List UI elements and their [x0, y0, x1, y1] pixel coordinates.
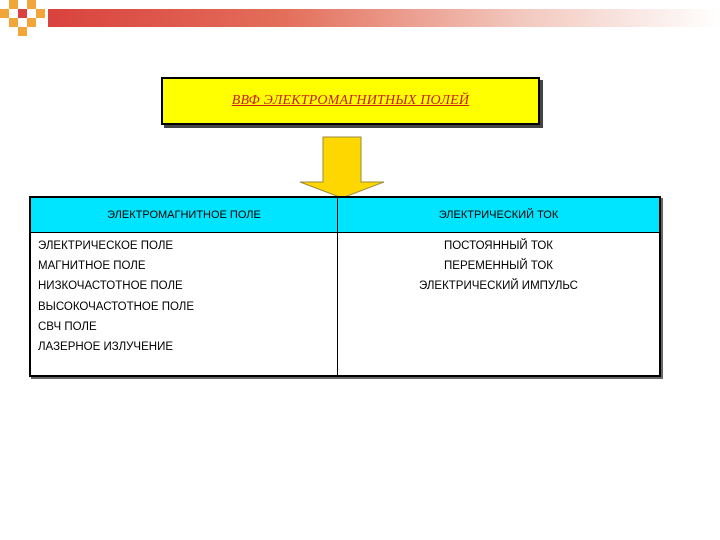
ornament-square	[0, 9, 9, 18]
ornament-square	[18, 9, 27, 18]
ornament-square	[27, 0, 36, 9]
header-ornament	[0, 0, 720, 40]
ornament-square	[18, 27, 27, 36]
ornament-square	[36, 9, 45, 18]
ornament-square	[27, 18, 36, 27]
title-box	[161, 77, 540, 125]
electromagnetic-field-list	[38, 236, 333, 357]
column-header-electromagnetic-field: ЭЛЕКТРОМАГНИТНОЕ ПОЛЕ	[107, 209, 261, 221]
list-item: ВЫСОКОЧАСТОТНОЕ ПОЛЕ	[38, 300, 195, 313]
list-item: МАГНИТНОЕ ПОЛЕ	[38, 260, 146, 273]
table-header-row	[31, 198, 659, 233]
classification-table	[29, 196, 661, 377]
down-arrow-icon	[296, 136, 388, 200]
column-header-electric-current: ЭЛЕКТРИЧЕСКИЙ ТОК	[438, 209, 559, 221]
ornament-square	[9, 18, 18, 27]
list-item: ЭЛЕКТРИЧЕСКИЙ ИМПУЛЬС	[418, 280, 578, 293]
list-item: ПОСТОЯННЫЙ ТОК	[443, 240, 554, 252]
list-item: ПЕРЕМЕННЫЙ ТОК	[444, 260, 553, 273]
ornament-square	[9, 0, 18, 9]
list-item: НИЗКОЧАСТОТНОЕ ПОЛЕ	[38, 280, 183, 293]
electric-current-list	[338, 236, 659, 297]
list-item: ЛАЗЕРНОЕ ИЗЛУЧЕНИЕ	[38, 341, 174, 354]
diagram-title: ВВФ ЭЛЕКТРОМАГНИТНЫХ ПОЛЕЙ	[231, 93, 470, 108]
list-item: ЭЛЕКТРИЧЕСКОЕ ПОЛЕ	[38, 240, 174, 252]
header-gradient-bar	[48, 9, 720, 27]
list-item: СВЧ ПОЛЕ	[38, 320, 97, 333]
